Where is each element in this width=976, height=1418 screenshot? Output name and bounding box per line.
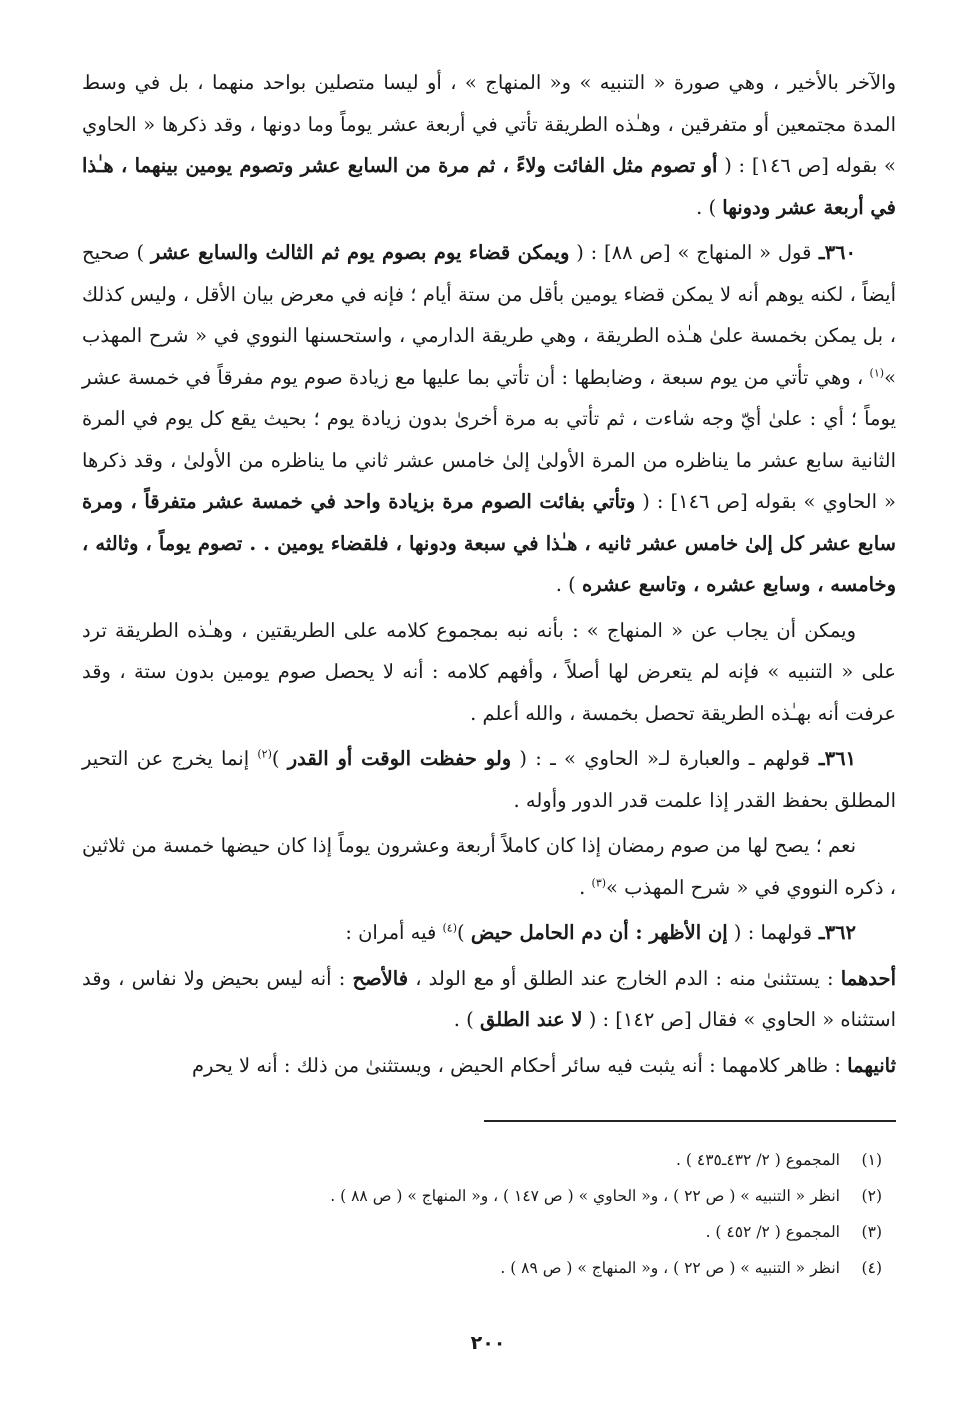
bold-text: وتأتي بفائت الصوم مرة بزيادة واحد في خمسة عشر متفرقاً ، ومرة سابع عشر كل إلىٰ خامس عشر ثانيه ، هـٰذا في سبعة ودونها ، فلقضاء يومين . . تصوم يوماً ، وثالثه ، وخامسه ، وسابع عشره ، وتاسع عشره	[82, 490, 896, 596]
footnote	[82, 1250, 882, 1286]
footnote	[82, 1142, 882, 1178]
text-segment: )	[457, 921, 471, 944]
footnote-number: (٣)	[861, 1223, 882, 1241]
footnote-ref: (٤)	[442, 921, 458, 935]
text-segment: فيه أمران :	[345, 921, 443, 944]
bold-text: فالأصح	[352, 966, 409, 990]
text-segment: نعم ؛ يصح لها من صوم رمضان إذا كان كاملاً أربعة وعشرون يوماً إذا كان حيضها خمسة من ثلاثين ، ذكره النووي في « شرح المهذب »	[82, 834, 896, 899]
footnote-ref: (٢)	[257, 747, 272, 761]
paragraph	[82, 610, 896, 735]
bold-text: ولو حفظت الوقت أو القدر	[287, 747, 512, 770]
footnote-text: المجموع ( ٢/ ٤٣٢ـ٤٣٥ ) .	[676, 1151, 840, 1169]
paragraph	[82, 738, 896, 821]
text-segment: قول « المنهاج » [ص ٨٨] : (	[569, 241, 812, 264]
bold-text: ثانيهما	[847, 1053, 896, 1077]
footnotes	[82, 1142, 896, 1286]
page-number: ٢٠٠	[470, 1332, 506, 1354]
text-segment: ) .	[696, 195, 723, 219]
paragraph	[82, 1045, 896, 1087]
text-segment: قولهم ـ والعبارة لـ« الحاوي » ـ : (	[511, 747, 811, 770]
text-segment: ) صحيح أيضاً ، لكنه يوهم أنه لا يمكن قضاء يومين بأقل من ستة أيام ؛ فإنه في معرض بيان الأقل ، وليس كذلك ، بل يمكن بخمسة علىٰ هـٰذه الطريقة ، وهي طريقة الدارمي ، واستحسنها النووي في « شرح المهذب »	[82, 241, 896, 389]
bold-text: لا عند الطلق	[479, 1008, 583, 1031]
text-segment: إنما يخرج عن التحير المطلق بحفظ القدر إذا علمت قدر الدور وأوله .	[82, 747, 896, 812]
text-segment: .	[579, 875, 592, 899]
paragraph	[82, 912, 896, 954]
text-segment: قولهما : (	[727, 921, 813, 944]
footnote-ref: (٣)	[591, 876, 607, 889]
bold-text: إن الأظهر : أن دم الحامل حيض	[470, 921, 728, 944]
paragraph	[82, 825, 896, 908]
text-segment: ويمكن أن يجاب عن « المنهاج » : بأنه نبه بمجموع كلامه على الطريقتين ، وهـٰذه الطريقة ترد على « التنبيه » فإنه لم يتعرض لها أصلاً ، وأفهم كلامه : أنه لا يحصل صوم يومين بدون ستة ، وقد عرفت أنه بهـٰذه الطريقة تحصل بخمسة ، والله أعلم .	[82, 618, 896, 725]
paragraph	[82, 62, 896, 228]
text-segment: ، وهي تأتي من يوم سبعة ، وضابطها : أن تأتي بما عليها مع زيادة صوم يوم مفرقاً في خمسة عشر يوماً ؛ أي : علىٰ أيّ وجه شاءت ، ثم تأتي به مرة أخرىٰ بدون زيادة يوم ؛ بحيث يقع كل يوم في المرة الثانية سابع عشر ما يناظره من المرة الأولىٰ إلىٰ خامس عشر ثاني ما يناظره من الأولىٰ ، وقد ذكرها « الحاوي » بقوله [ص ١٤٦] : (	[82, 365, 896, 513]
footnote-number: (٢)	[861, 1187, 882, 1205]
paragraph	[82, 232, 896, 606]
footnote-text: انظر « التنبيه » ( ص ٢٢ ) ، و« المنهاج » ( ص ٨٩ ) .	[500, 1259, 840, 1277]
text-segment: والآخر بالأخير ، وهي صورة « التنبيه » و« المنهاج » ، أو ليسا متصلين بواحد منهما ، بل في وسط المدة مجتمعين أو متفرقين ، وهـٰذه الطريقة تأتي في أربعة عشر يوماً وما دونها ، وقد ذكرها « الحاوي » بقوله [ص ١٤٦] : (	[82, 71, 896, 177]
text-segment: : أنه ليس بحيض ولا نفاس ، وقد استثناه « الحاوي » فقال [ص ١٤٢] : (	[82, 966, 896, 1031]
text-segment: : يستثنىٰ منه : الدم الخارج عند الطلق أو مع الولد ،	[408, 966, 841, 990]
footnote-number: (١)	[861, 1151, 882, 1169]
bold-text: أحدهما	[840, 966, 897, 990]
text-segment: : ظاهر كلامهما : أنه يثبت فيه سائر أحكام الحيض ، ويستثنىٰ من ذلك : أنه لا يحرم	[191, 1053, 848, 1077]
bold-text: ويمكن قضاء يوم بصوم يوم ثم الثالث والسابع عشر	[150, 241, 570, 264]
bold-text: ٣٦٠ـ	[811, 241, 856, 264]
bold-text: أو تصوم مثل الفائت ولاءً ، ثم مرة من السابع عشر وتصوم يومين بينهما ، هـٰذا في أربعة عشر ودونها	[82, 154, 896, 219]
paragraph	[82, 958, 896, 1041]
text-segment: ) .	[453, 1008, 480, 1031]
footnote	[82, 1214, 882, 1250]
footnote	[82, 1178, 882, 1214]
footnote-ref: (١)	[869, 366, 885, 379]
bold-text: ٣٦١ـ	[810, 747, 857, 770]
footnote-text: المجموع ( ٢/ ٤٥٢ ) .	[705, 1223, 840, 1241]
bold-text: ٣٦٢ـ	[812, 921, 856, 944]
footnote-separator	[484, 1120, 896, 1122]
text-segment: ) .	[555, 573, 582, 596]
main-text	[82, 62, 896, 1086]
footnote-text: انظر « التنبيه » ( ص ٢٢ ) ، و« الحاوي » ( ص ١٤٧ ) ، و« المنهاج » ( ص ٨٨ ) .	[330, 1187, 840, 1205]
footnote-number: (٤)	[861, 1259, 882, 1277]
text-segment: )	[271, 747, 288, 770]
